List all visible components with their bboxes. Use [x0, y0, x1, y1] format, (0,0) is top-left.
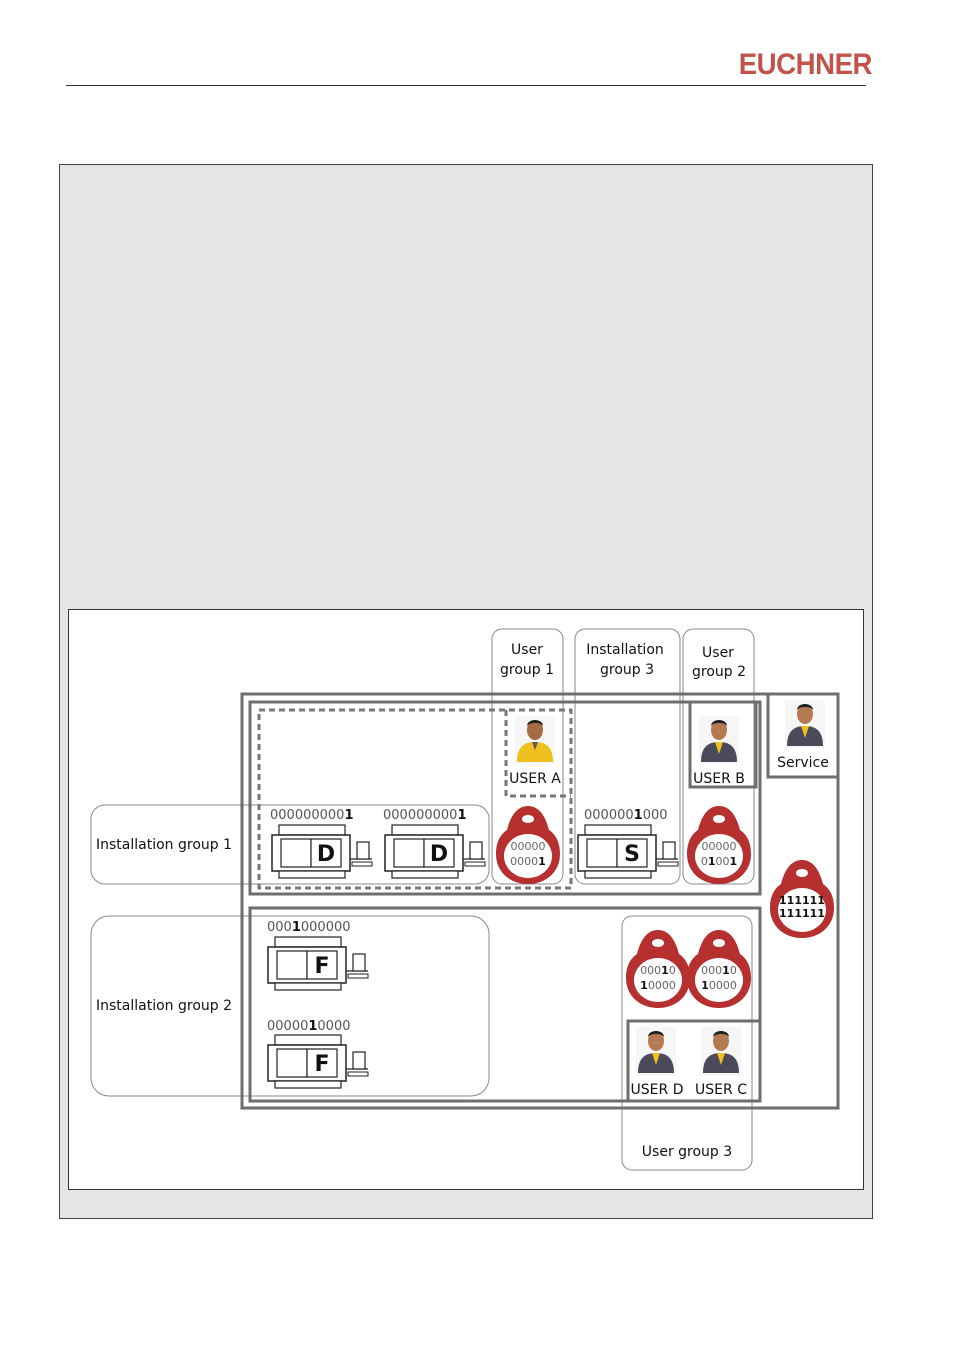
rfid-tag-user-b: [687, 806, 751, 884]
device-code: 0000000001: [383, 808, 467, 823]
feed-device-2: [268, 1035, 368, 1088]
user-a-icon: [515, 716, 555, 764]
device-code: 0000001000: [584, 808, 668, 823]
installation-group-3-label: Installation: [586, 642, 664, 658]
user-b-label: USER B: [693, 771, 745, 787]
svg-text:10000: 10000: [701, 979, 737, 992]
user-b-icon: [699, 716, 739, 764]
installation-group-3-label-2: group 3: [599, 662, 655, 678]
rfid-tag-user-c: [687, 930, 751, 1008]
device-code: 0000000001: [270, 808, 354, 823]
svg-text:00010: 00010: [701, 964, 737, 977]
user-d-icon: [636, 1027, 676, 1075]
svg-text:00000: 00000: [510, 840, 546, 853]
rfid-tag-user-a: [496, 806, 560, 884]
rfid-tag-user-d: [626, 930, 690, 1008]
svg-text:D: D: [316, 842, 336, 867]
device-code: 0000010000: [267, 1019, 351, 1034]
svg-text:01001: 01001: [700, 855, 738, 868]
svg-text:111111: 111111: [779, 907, 825, 920]
user-group-2-label: User: [702, 645, 734, 661]
user-group-3-label: User group 3: [641, 1144, 733, 1160]
svg-text:00000: 00000: [701, 840, 737, 853]
device-code: 0001000000: [267, 920, 351, 935]
svg-text:111111: 111111: [779, 894, 825, 907]
service-label: Service: [777, 755, 829, 771]
installation-group-2-label: Installation group 2: [96, 998, 233, 1014]
rfid-tag-service: [770, 860, 834, 938]
installation-group-1-label: Installation group 1: [96, 837, 233, 853]
user-d-label: USER D: [630, 1082, 684, 1098]
access-diagram: [68, 609, 864, 1190]
svg-text:S: S: [624, 842, 640, 867]
feed-device-1: [268, 937, 368, 990]
user-c-icon: [701, 1027, 741, 1075]
user-c-label: USER C: [695, 1082, 747, 1098]
service-user-icon: [785, 700, 825, 748]
user-group-1-label: User: [511, 642, 543, 658]
svg-text:10000: 10000: [640, 979, 676, 992]
door-device-2: [385, 825, 485, 878]
switch-device: [578, 825, 678, 878]
svg-text:00001: 00001: [510, 855, 546, 868]
door-device-1: [272, 825, 372, 878]
user-a-label: USER A: [509, 771, 561, 787]
svg-text:00010: 00010: [640, 964, 676, 977]
svg-text:F: F: [314, 954, 330, 979]
header-divider: [66, 85, 866, 86]
svg-text:F: F: [314, 1052, 330, 1077]
user-group-1-label-2: group 1: [499, 662, 555, 678]
euchner-logo: EUCHNER: [738, 48, 872, 81]
user-group-2-label-2: group 2: [691, 664, 747, 680]
svg-text:D: D: [429, 842, 449, 867]
